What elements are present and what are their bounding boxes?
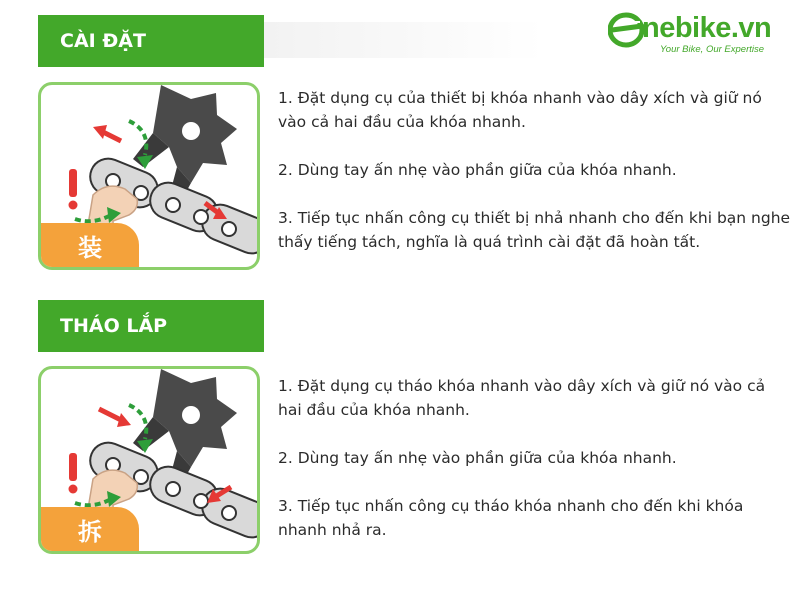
install-badge xyxy=(41,223,139,267)
remove-steps xyxy=(278,374,793,566)
exclamation-icon xyxy=(69,453,78,494)
install-steps xyxy=(278,86,793,278)
header-fade-bar xyxy=(264,22,544,58)
remove-badge-glyph: 拆 xyxy=(78,517,102,546)
exclamation-icon xyxy=(69,169,78,210)
remove-badge xyxy=(41,507,139,551)
install-step-3: 3. Tiếp tục nhấn công cụ thiết bị nhả nhanh cho đến khi bạn nghe thấy tiếng tách, nghĩa là quá trình cài đặt đã hoàn tất. xyxy=(278,209,791,251)
install-illustration xyxy=(38,82,260,270)
brand-name: nebike.vn xyxy=(642,12,772,44)
brand-tagline: Your Bike, Our Expertise xyxy=(660,44,765,55)
install-step-1: 1. Đặt dụng cụ của thiết bị khóa nhanh vào dây xích và giữ nó vào cả hai đầu của khóa nhanh. xyxy=(278,89,762,131)
section-title: CÀI ĐẶT xyxy=(60,30,146,52)
brand-logo xyxy=(608,10,784,58)
section-header-remove xyxy=(38,300,264,352)
remove-step-2: 2. Dùng tay ấn nhẹ vào phần giữa của khóa nhanh. xyxy=(278,449,677,467)
remove-step-1: 1. Đặt dụng cụ tháo khóa nhanh vào dây xích và giữ nó vào cả hai đầu của khóa nhanh. xyxy=(278,377,766,419)
remove-illustration xyxy=(38,366,260,554)
remove-step-3: 3. Tiếp tục nhấn công cụ tháo khóa nhanh cho đến khi khóa nhanh nhả ra. xyxy=(278,497,744,539)
install-badge-glyph: 装 xyxy=(78,233,102,262)
install-step-2: 2. Dùng tay ấn nhẹ vào phần giữa của khóa nhanh. xyxy=(278,161,677,179)
section-title: THÁO LẮP xyxy=(60,315,168,337)
section-header-install xyxy=(38,15,264,67)
